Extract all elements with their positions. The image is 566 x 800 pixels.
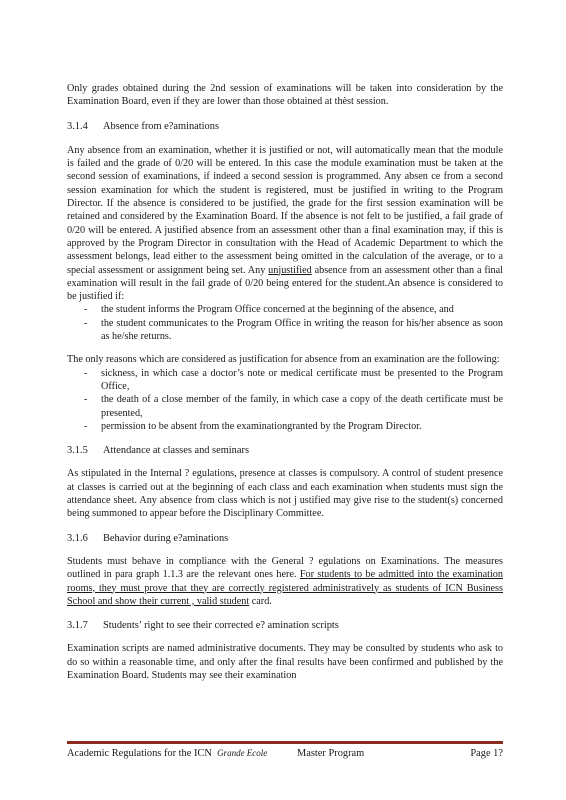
underlined-requirement: For students to be admitted into the examination rooms, they must prove that they are correctly registered administratively as students of ICN Business School and show their current , valid student: [67, 569, 503, 607]
list-item-text: the death of a close member of the family, in which case a copy of the death certificate must be presented,: [101, 394, 503, 419]
justification-reasons-list: [67, 367, 503, 433]
section-number: 3.1.7: [67, 620, 88, 632]
page-number: Page 1?: [470, 748, 503, 759]
list-item: [67, 420, 503, 433]
list-item-text: permission to be absent from the examinationgranted by the Program Director.: [101, 420, 422, 432]
dash-bullet: -: [84, 367, 88, 379]
dash-bullet: -: [84, 304, 88, 316]
list-item-text: the student informs the Program Office concerned at the beginning of the absence, and: [101, 304, 454, 316]
section-number: 3.1.5: [67, 445, 88, 457]
list-item: [67, 393, 503, 420]
list-item: [67, 303, 503, 316]
list-item-text: the student communicates to the Program Office in writing the reason for his/her absence as soon as he/she returns.: [101, 317, 503, 343]
behavior-text: Students must behave in compliance with the General ? egulations on Examinations. The measures outlined in para graph 1.1.3 are the relevant ones here.: [67, 555, 503, 581]
section-title: Absence from e?aminations: [103, 120, 219, 132]
list-item: [67, 317, 503, 344]
intro-paragraph: Only grades obtained during the 2nd session of examinations will be taken into consideration by the Examination Board, even if they are lower than those obtained at thèst session.: [67, 83, 503, 108]
behavior-text-tail: card.: [249, 595, 272, 607]
section-heading-scripts: [67, 619, 503, 632]
footer-title: [67, 748, 267, 759]
dash-bullet: -: [84, 394, 88, 406]
behavior-paragraph: [67, 555, 503, 608]
scripts-paragraph: Examination scripts are named administrative documents. They may be consulted by students who ask to do so within a reasonable time, and only after the final results have been confirmed and published by the Examination Board. Students may see their examination: [67, 643, 503, 681]
absence-paragraph: [67, 144, 503, 304]
footer-program: Master Program: [297, 748, 365, 759]
dash-bullet: -: [84, 317, 88, 329]
section-title: Attendance at classes and seminars: [103, 445, 249, 457]
footer-title-text: Academic Regulations for the ICN: [67, 748, 212, 759]
list-item: [67, 367, 503, 394]
section-title: Students’ right to see their corrected e? amination scripts: [103, 620, 339, 632]
section-number: 3.1.6: [67, 532, 88, 544]
section-heading-attendance: [67, 444, 503, 457]
list-item-text: sickness, in which case a doctor’s note or medical certificate must be presented to the Program Office,: [101, 367, 503, 392]
section-title: Behavior during e?aminations: [103, 532, 229, 544]
justification-conditions-list: [67, 303, 503, 343]
section-heading-absence: [67, 120, 503, 133]
section-heading-behavior: [67, 532, 503, 545]
reasons-paragraph: The only reasons which are considered as justification for absence from an examination are the following:: [67, 354, 500, 366]
section-number: 3.1.4: [67, 120, 88, 132]
dash-bullet: -: [84, 420, 88, 432]
attendance-paragraph: As stipulated in the Internal ? egulations, presence at classes is compulsory. A control of student presence at classes is carried out at the beginning of each class and each examination when students must sign the attendance sheet. Any absence from class which is not j ustified may give rise to the student(s) concerned being summoned to appear before the Disciplinary Committee.: [67, 468, 503, 520]
absence-text-tail: absence from an assessment other than a final examination will result in the fail grade of 0/20 being entered for the student.An absence is considered to be justified if:: [67, 264, 503, 303]
underlined-word: unjustified: [268, 264, 312, 276]
footer-title-italic: Grande Ecole: [217, 748, 268, 758]
absence-text: Any absence from an examination, whether it is justified or not, will automatically mean that the module is failed and the grade of 0/20 will be entered. In this case the module examination must be taken at the second session of examinations, if indeed a second session is programmed. Any absen ce from a second session examination for which the student is registered, must be justified in writing to the Program Director. If the absence is considered to be justified, the grade for the first session examination will be retained and considered by the Examination Board. If the absence is not felt to be justified, a fail grade of 0/20 will be entered. A justified absence from an assessment other than a final examination may, if this is approved by the Program Director in consultation with the Head of Academic Department to which the assessment belongs, lead either to the assessment being omitted in the calculation of the average, or to a special assessment or assignment being set. Any: [67, 144, 503, 276]
document-body: [67, 82, 503, 682]
footer-rule: [67, 741, 503, 744]
